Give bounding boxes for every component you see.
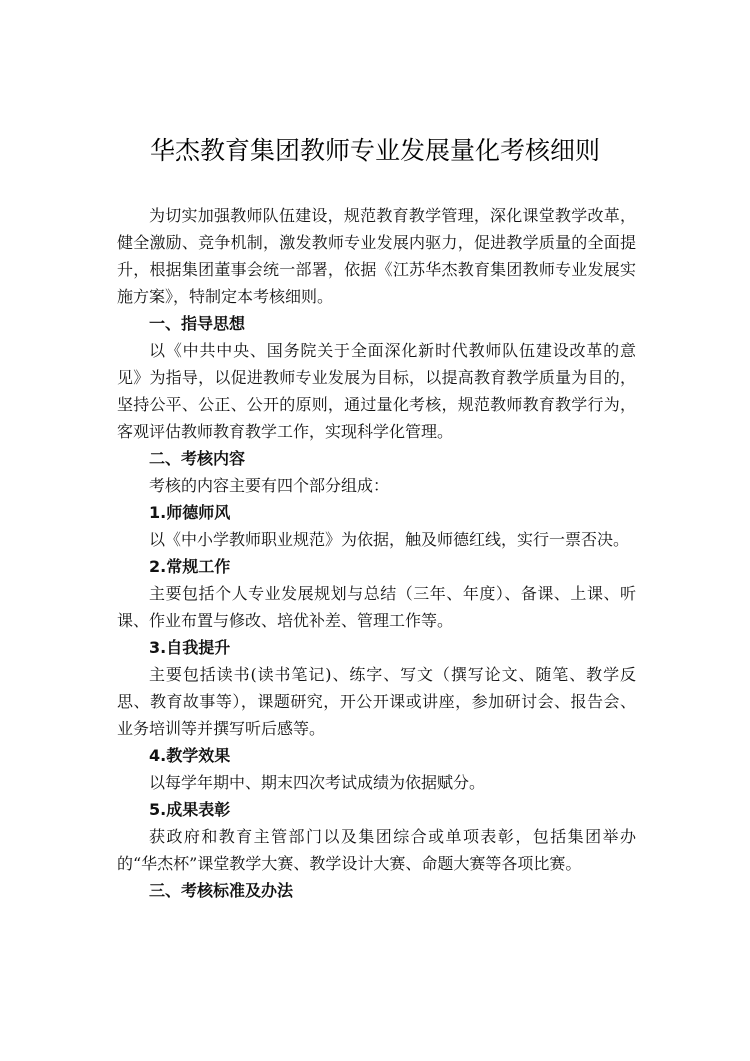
self-improvement-paragraph: 主要包括读书(读书笔记)、练字、写文（撰写论文、随笔、教学反思、教育故事等），课题研究，开公开课或讲座，参加研讨会、报告会、业务培训等并撰写听后感等。 <box>117 665 636 738</box>
document-title: 华杰教育集团教师专业发展量化考核细则 <box>149 136 600 165</box>
guiding-ideology-paragraph: 以《中共中央、国务院关于全面深化新时代教师队伍建设改革的意见》为指导，以促进教师专业发展为目标，以提高教育教学质量为目的，坚持公平、公正、公开的原则，通过量化考核，规范教师教育教学行为，客观评估教师教育教学工作，实现科学化管理。 <box>117 341 636 441</box>
section-heading-guiding-ideology: 一、指导思想 <box>149 314 246 333</box>
subheading-routine-work: 2.常规工作 <box>149 557 231 576</box>
intro-paragraph: 为切实加强教师队伍建设，规范教育教学管理，深化课堂教学改革，健全激励、竞争机制，激发教师专业发展内驱力，促进教学质量的全面提升，根据集团董事会统一部署，依据《江苏华杰教育集团教师专业发展实施方案》，特制定本考核细则。 <box>117 206 636 306</box>
section-heading-standards-and-methods: 三、考核标准及办法 <box>149 881 294 900</box>
subheading-self-improvement: 3.自我提升 <box>149 638 231 657</box>
assessment-content-paragraph: 考核的内容主要有四个部分组成： <box>149 476 390 495</box>
subheading-achievements: 5.成果表彰 <box>149 800 231 819</box>
routine-work-paragraph: 主要包括个人专业发展规划与总结（三年、年度）、备课、上课、听课、作业布置与修改、培优补差、管理工作等。 <box>117 584 636 630</box>
subheading-teacher-ethics: 1.师德师风 <box>149 503 231 522</box>
subheading-teaching-effect: 4.教学效果 <box>149 746 231 765</box>
section-heading-assessment-content: 二、考核内容 <box>149 449 246 468</box>
teaching-effect-paragraph: 以每学年期中、期末四次考试成绩为依据赋分。 <box>149 773 486 792</box>
teacher-ethics-paragraph: 以《中小学教师职业规范》为依据，触及师德红线，实行一票否决。 <box>149 530 630 549</box>
document-body <box>117 202 636 904</box>
achievements-paragraph: 获政府和教育主管部门以及集团综合或单项表彰，包括集团举办的“华杰杯”课堂教学大赛、教学设计大赛、命题大赛等各项比赛。 <box>117 827 636 873</box>
